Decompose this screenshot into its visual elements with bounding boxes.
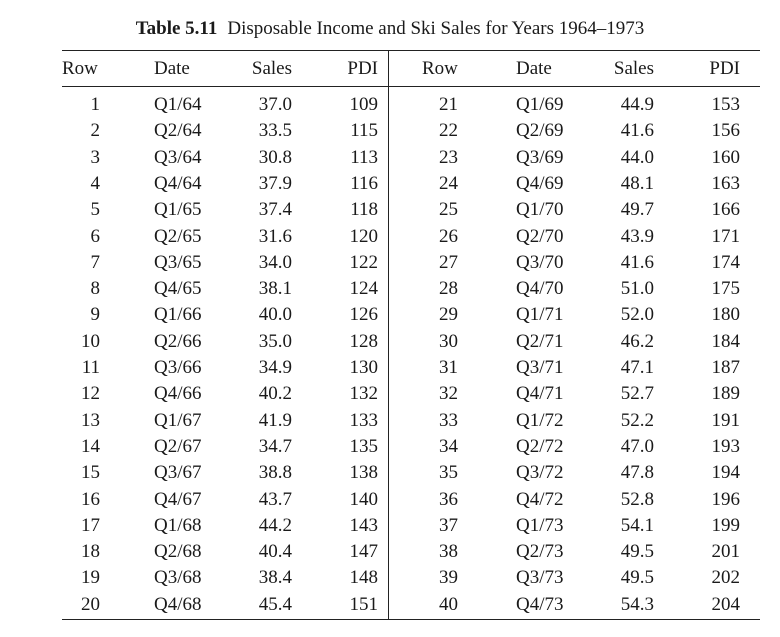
- sales-cell-left: 31.6: [258, 225, 292, 247]
- header-pdi-right: PDI: [709, 58, 740, 79]
- sales-cell-right: 43.9: [620, 225, 654, 247]
- pdi-cell-left: 113: [350, 146, 378, 168]
- table-row: [62, 381, 760, 407]
- bottom-rule: [62, 619, 760, 620]
- sales-cell-left: 38.8: [258, 462, 292, 484]
- row-number-left: 11: [81, 357, 100, 378]
- header-date-left: Date: [154, 58, 190, 79]
- date-cell-right: Q4/70: [516, 278, 564, 300]
- pdi-cell-left: 138: [349, 462, 378, 484]
- row-number-left: 10: [81, 330, 100, 352]
- table-row: [62, 250, 760, 276]
- sales-cell-left: 41.9: [258, 409, 292, 431]
- pdi-cell-right: 171: [711, 225, 740, 247]
- row-number-left: 6: [90, 225, 100, 247]
- row-number-right: 35: [439, 462, 458, 484]
- pdi-cell-right: 196: [711, 488, 740, 510]
- sales-cell-left: 34.7: [258, 435, 292, 457]
- sales-cell-left: 38.1: [258, 278, 292, 300]
- sales-cell-left: 34.0: [258, 251, 292, 273]
- pdi-cell-right: 187: [711, 357, 740, 378]
- row-number-right: 23: [439, 146, 458, 168]
- pdi-cell-right: 194: [711, 462, 740, 484]
- date-cell-right: Q3/72: [516, 462, 564, 484]
- date-cell-left: Q2/64: [154, 120, 202, 142]
- row-number-right: 26: [439, 225, 458, 247]
- sales-cell-right: 51.0: [620, 278, 654, 300]
- date-cell-right: Q4/72: [516, 488, 564, 510]
- row-number-right: 34: [439, 435, 458, 457]
- date-cell-left: Q3/65: [154, 251, 202, 273]
- date-cell-right: Q2/69: [516, 120, 564, 142]
- pdi-cell-right: 174: [711, 251, 740, 273]
- header-row-left: Row: [62, 58, 98, 79]
- table-row: [62, 434, 760, 460]
- pdi-cell-left: 118: [350, 199, 378, 221]
- date-cell-left: Q3/64: [154, 146, 202, 168]
- date-cell-left: Q3/66: [154, 357, 202, 378]
- row-number-right: 25: [439, 199, 458, 221]
- sales-cell-right: 49.5: [620, 541, 654, 563]
- pdi-cell-right: 180: [711, 304, 740, 326]
- sales-cell-left: 38.4: [258, 567, 292, 589]
- table-row: [62, 487, 760, 513]
- row-number-left: 14: [81, 435, 100, 457]
- date-cell-right: Q1/71: [516, 304, 564, 326]
- date-cell-left: Q1/68: [154, 514, 202, 536]
- row-number-right: 24: [439, 172, 458, 194]
- date-cell-left: Q2/66: [154, 330, 202, 352]
- table-row: [62, 408, 760, 434]
- date-cell-left: Q2/67: [154, 435, 202, 457]
- pdi-cell-right: 166: [711, 199, 740, 221]
- sales-cell-right: 52.2: [620, 409, 654, 431]
- sales-cell-left: 37.9: [258, 172, 292, 194]
- row-number-right: 32: [439, 383, 458, 405]
- date-cell-left: Q4/64: [154, 172, 202, 194]
- header-sales-left: Sales: [251, 58, 292, 79]
- row-number-left: 5: [90, 199, 100, 221]
- row-number-left: 8: [90, 278, 100, 300]
- row-number-left: 2: [90, 120, 100, 142]
- date-cell-left: Q1/65: [154, 199, 202, 221]
- row-number-right: 22: [439, 120, 458, 142]
- pdi-cell-right: 184: [711, 330, 740, 352]
- header-row-right: Row: [422, 58, 458, 79]
- pdi-cell-right: 191: [711, 409, 740, 431]
- pdi-cell-left: 126: [349, 304, 378, 326]
- date-cell-right: Q1/69: [516, 94, 564, 115]
- sales-cell-right: 41.6: [620, 251, 654, 273]
- table-row: [62, 92, 760, 118]
- sales-cell-right: 41.6: [620, 120, 654, 142]
- row-number-right: 37: [439, 514, 458, 536]
- pdi-cell-right: 163: [711, 172, 740, 194]
- table-row: [62, 355, 760, 381]
- date-cell-right: Q4/69: [516, 172, 564, 194]
- header-date-right: Date: [516, 58, 552, 79]
- table-row: [62, 145, 760, 171]
- pdi-cell-left: 116: [350, 172, 378, 194]
- date-cell-left: Q2/65: [154, 225, 202, 247]
- table-row: [62, 224, 760, 250]
- pdi-cell-left: 130: [349, 357, 378, 378]
- date-cell-right: Q2/73: [516, 541, 564, 563]
- sales-cell-left: 35.0: [258, 330, 292, 352]
- date-cell-left: Q2/68: [154, 541, 202, 563]
- date-cell-left: Q3/68: [154, 567, 202, 589]
- date-cell-right: Q4/71: [516, 383, 564, 405]
- pdi-cell-right: 153: [711, 94, 740, 115]
- top-rule: [62, 50, 760, 51]
- sales-cell-left: 40.2: [258, 383, 292, 405]
- table-row: [62, 513, 760, 539]
- row-number-left: 19: [81, 567, 100, 589]
- pdi-cell-left: 148: [349, 567, 378, 589]
- sales-cell-right: 52.7: [620, 383, 654, 405]
- row-number-left: 3: [90, 146, 100, 168]
- sales-cell-left: 33.5: [258, 120, 292, 142]
- sales-cell-right: 46.2: [620, 330, 654, 352]
- date-cell-right: Q3/70: [516, 251, 564, 273]
- sales-cell-right: 44.9: [620, 94, 654, 115]
- sales-cell-left: 34.9: [258, 357, 292, 378]
- table-row: [62, 276, 760, 302]
- row-number-right: 38: [439, 541, 458, 563]
- row-number-left: 20: [81, 593, 100, 615]
- sales-cell-right: 54.3: [620, 593, 654, 615]
- date-cell-left: Q4/68: [154, 593, 202, 615]
- date-cell-right: Q4/73: [516, 593, 564, 615]
- row-number-left: 12: [81, 383, 100, 405]
- pdi-cell-left: 151: [349, 593, 378, 615]
- date-cell-right: Q2/71: [516, 330, 564, 352]
- row-number-left: 1: [90, 94, 100, 115]
- pdi-cell-left: 135: [349, 435, 378, 457]
- pdi-cell-right: 204: [711, 593, 740, 615]
- header-sales-right: Sales: [613, 58, 654, 79]
- table-row: [62, 118, 760, 144]
- table-label: Table 5.11: [135, 18, 218, 39]
- table-row: [62, 171, 760, 197]
- table-caption: [0, 18, 780, 40]
- date-cell-right: Q3/71: [516, 357, 564, 378]
- row-number-right: 27: [439, 251, 458, 273]
- sales-cell-right: 49.7: [620, 199, 654, 221]
- pdi-cell-right: 199: [711, 514, 740, 536]
- sales-cell-right: 48.1: [620, 172, 654, 194]
- header-rule: [62, 86, 760, 87]
- table-row: [62, 539, 760, 565]
- pdi-cell-left: 147: [349, 541, 378, 563]
- row-number-right: 31: [439, 357, 458, 378]
- sales-cell-left: 45.4: [258, 593, 292, 615]
- pdi-cell-right: 193: [711, 435, 740, 457]
- sales-cell-right: 47.8: [620, 462, 654, 484]
- pdi-cell-left: 115: [350, 120, 378, 142]
- row-number-left: 4: [90, 172, 100, 194]
- sales-cell-right: 47.0: [620, 435, 654, 457]
- date-cell-right: Q2/72: [516, 435, 564, 457]
- sales-cell-right: 49.5: [620, 567, 654, 589]
- row-number-right: 21: [439, 94, 458, 115]
- row-number-right: 33: [439, 409, 458, 431]
- row-number-left: 7: [90, 251, 100, 273]
- pdi-cell-left: 109: [349, 94, 378, 115]
- row-number-right: 28: [439, 278, 458, 300]
- sales-cell-left: 37.4: [258, 199, 292, 221]
- row-number-left: 9: [90, 304, 100, 326]
- pdi-cell-left: 143: [349, 514, 378, 536]
- sales-cell-left: 43.7: [258, 488, 292, 510]
- date-cell-right: Q1/73: [516, 514, 564, 536]
- row-number-right: 40: [439, 593, 458, 615]
- sales-cell-right: 52.8: [620, 488, 654, 510]
- pdi-cell-left: 133: [349, 409, 378, 431]
- table-row: [62, 197, 760, 223]
- date-cell-left: Q4/67: [154, 488, 202, 510]
- sales-cell-left: 40.0: [258, 304, 292, 326]
- pdi-cell-left: 132: [349, 383, 378, 405]
- row-number-left: 15: [81, 462, 100, 484]
- pdi-cell-left: 140: [349, 488, 378, 510]
- date-cell-left: Q3/67: [154, 462, 202, 484]
- header-pdi-left: PDI: [347, 58, 378, 79]
- pdi-cell-left: 124: [349, 278, 378, 300]
- table-row: [62, 329, 760, 355]
- pdi-cell-right: 202: [711, 567, 740, 589]
- pdi-cell-right: 175: [711, 278, 740, 300]
- sales-cell-left: 44.2: [258, 514, 292, 536]
- date-cell-left: Q1/67: [154, 409, 202, 431]
- row-number-left: 18: [81, 541, 100, 563]
- sales-cell-left: 40.4: [258, 541, 292, 563]
- sales-cell-left: 30.8: [258, 146, 292, 168]
- row-number-right: 39: [439, 567, 458, 589]
- date-cell-right: Q1/70: [516, 199, 564, 221]
- sales-cell-right: 44.0: [620, 146, 654, 168]
- pdi-cell-left: 122: [349, 251, 378, 273]
- pdi-cell-right: 189: [711, 383, 740, 405]
- table-title: Disposable Income and Ski Sales for Years 1964–1973: [227, 18, 645, 39]
- row-number-right: 30: [439, 330, 458, 352]
- row-number-right: 29: [439, 304, 458, 326]
- row-number-left: 13: [81, 409, 100, 431]
- pdi-cell-right: 160: [711, 146, 740, 168]
- table-row: [62, 460, 760, 486]
- sales-cell-right: 54.1: [620, 514, 654, 536]
- pdi-cell-right: 201: [711, 541, 740, 563]
- date-cell-right: Q2/70: [516, 225, 564, 247]
- pdi-cell-right: 156: [711, 120, 740, 142]
- date-cell-right: Q1/72: [516, 409, 564, 431]
- date-cell-left: Q4/65: [154, 278, 202, 300]
- row-number-left: 17: [81, 514, 100, 536]
- row-number-right: 36: [439, 488, 458, 510]
- date-cell-left: Q1/64: [154, 94, 202, 115]
- sales-cell-left: 37.0: [258, 94, 292, 115]
- date-cell-right: Q3/73: [516, 567, 564, 589]
- pdi-cell-left: 128: [349, 330, 378, 352]
- header-row: [62, 56, 760, 82]
- date-cell-left: Q4/66: [154, 383, 202, 405]
- pdi-cell-left: 120: [349, 225, 378, 247]
- date-cell-left: Q1/66: [154, 304, 202, 326]
- table-row: [62, 302, 760, 328]
- sales-cell-right: 52.0: [620, 304, 654, 326]
- table-row: [62, 592, 760, 618]
- row-number-left: 16: [81, 488, 100, 510]
- table-row: [62, 565, 760, 591]
- date-cell-right: Q3/69: [516, 146, 564, 168]
- sales-cell-right: 47.1: [620, 357, 654, 378]
